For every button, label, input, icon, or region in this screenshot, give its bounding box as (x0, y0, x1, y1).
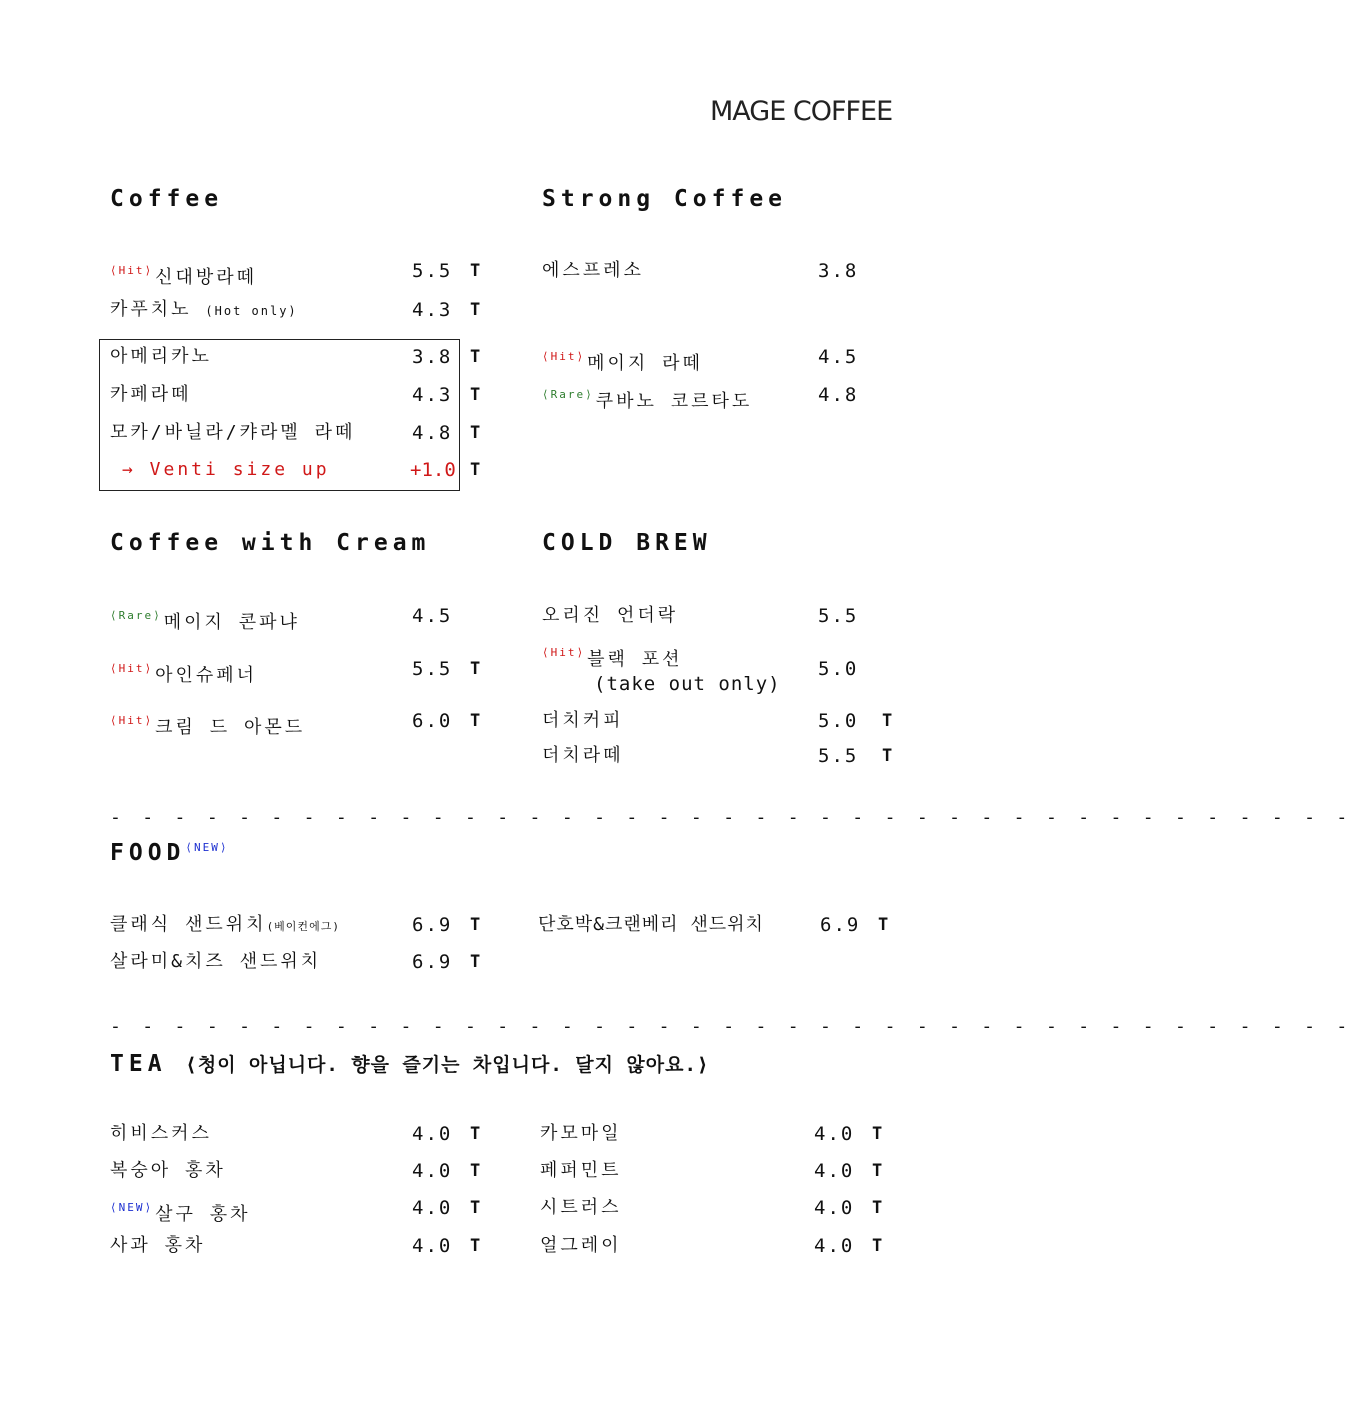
section-title-strong-coffee: Strong Coffee (542, 186, 788, 212)
menu-item-price: 4.3 (412, 384, 453, 406)
menu-item (540, 1156, 900, 1186)
menu-item (540, 1119, 900, 1149)
menu-item-price: 5.5 (818, 745, 859, 767)
menu-item-name: $^{⟨Hit⟩}$ 크림 드 아몬드 (110, 714, 306, 738)
menu-item (110, 601, 490, 631)
menu-item (110, 342, 490, 372)
menu-item-name: 복숭아 홍차 (110, 1160, 226, 1181)
section-title-tea: TEA ⟨청이 아닙니다. 향을 즐기는 차입니다. 달지 않아요.⟩ (110, 1051, 710, 1077)
menu-item-name: $^{⟨Hit⟩}$ 신대방라떼 (110, 264, 258, 288)
menu-item-name: 카푸치노 (Hot only) (110, 299, 298, 320)
menu-item-name: 카페라떼 (110, 384, 192, 405)
menu-item-name: 아메리카노 (110, 346, 212, 367)
menu-item-price: 5.5 (412, 658, 453, 680)
menu-item-note: (Hot only) (205, 304, 298, 318)
venti-price: +1.0 (410, 459, 456, 481)
menu-item-name: $^{⟨Rare⟩}$ 메이지 콘파냐 (110, 609, 300, 633)
menu-item-price: 4.0 (814, 1160, 855, 1182)
menu-item-name: $^{⟨Hit⟩}$ 메이지 라떼 (542, 350, 703, 374)
takeout-mark: T (872, 1161, 883, 1181)
section-title-food: $FOOD^{⟨NEW⟩}$ (110, 840, 229, 866)
menu-item-name: 얼그레이 (540, 1235, 622, 1256)
menu-item (110, 1231, 490, 1261)
menu-item-price: 4.0 (412, 1160, 453, 1182)
takeout-mark: T (470, 1124, 481, 1144)
takeout-mark: T (470, 347, 481, 367)
menu-item-price: 4.8 (818, 384, 859, 406)
menu-item-name: 더치커피 (542, 710, 624, 731)
section-title-cold-brew: COLD BREW (542, 530, 712, 556)
new-tag: ⟨NEW⟩ (185, 841, 229, 854)
menu-item-price: 6.0 (412, 710, 453, 732)
hit-tag: ⟨Hit⟩ (110, 662, 154, 675)
menu-item (538, 910, 898, 940)
menu-item-name: 사과 홍차 (110, 1235, 206, 1256)
menu-item-price: 3.8 (818, 260, 859, 282)
menu-item (110, 1156, 490, 1186)
takeout-mark: T (470, 1236, 481, 1256)
menu-item-price: 4.0 (814, 1197, 855, 1219)
menu-item (110, 910, 490, 940)
section-title-coffee: Coffee (110, 186, 224, 212)
menu-item (542, 706, 902, 736)
venti-upsize (110, 455, 490, 485)
menu-item-price: 4.0 (814, 1123, 855, 1145)
menu-item-name: $^{⟨Rare⟩}$ 쿠바노 코르타도 (542, 388, 753, 412)
section-divider: - - - - - - - - - - - - - - - - - - - - - - - - - - - - - - - - - - - - - - - (110, 807, 1353, 828)
menu-item-price: 4.0 (412, 1123, 453, 1145)
menu-item-price: 4.0 (814, 1235, 855, 1257)
menu-item-name: 시트러스 (540, 1197, 622, 1218)
menu-item-price: 4.3 (412, 299, 453, 321)
menu-item (110, 947, 490, 977)
menu-item-price: 5.0 (818, 710, 859, 732)
menu-item-name: 페퍼민트 (540, 1160, 622, 1181)
menu-item (110, 256, 490, 286)
menu-item-price: 4.0 (412, 1197, 453, 1219)
menu-item-price: 4.0 (412, 1235, 453, 1257)
menu-item-name: 카모마일 (540, 1123, 622, 1144)
menu-item-price: 6.9 (412, 914, 453, 936)
menu-item-price: 5.5 (818, 605, 859, 627)
menu-item-note: (베이컨에그) (266, 920, 340, 933)
menu-item (540, 1231, 900, 1261)
takeout-mark: T (872, 1124, 883, 1144)
rare-tag: ⟨Rare⟩ (110, 609, 162, 622)
takeout-mark: T (470, 423, 481, 443)
menu-item (542, 741, 902, 771)
menu-item-price: 6.9 (412, 951, 453, 973)
menu-item-name: 모카/바닐라/캬라멜 라떼 (110, 422, 356, 443)
takeout-mark: T (882, 746, 893, 766)
new-tag: ⟨NEW⟩ (110, 1201, 154, 1214)
menu-item (540, 1193, 900, 1223)
hit-tag: ⟨Hit⟩ (110, 264, 154, 277)
menu-item (110, 295, 490, 325)
takeout-mark: T (470, 659, 481, 679)
menu-item-price: 4.8 (412, 422, 453, 444)
section-title-coffee-with-cream: Coffee with Cream (110, 530, 431, 556)
menu-item-price: 5.0 (818, 658, 859, 680)
takeout-mark: T (470, 385, 481, 405)
takeout-mark: T (470, 261, 481, 281)
menu-item-name: 오리진 언더락 (542, 605, 679, 626)
menu-item (110, 418, 490, 448)
takeout-mark: T (470, 915, 481, 935)
menu-item-price: 4.5 (818, 346, 859, 368)
takeout-mark: T (470, 952, 481, 972)
menu-item-name: 더치라떼 (542, 745, 624, 766)
hit-tag: ⟨Hit⟩ (542, 646, 586, 659)
takeout-mark: T (878, 915, 889, 935)
takeout-mark: T (470, 300, 481, 320)
takeout-mark: T (470, 711, 481, 731)
menu-item-name: 단호박&크랜베리 샌드위치 (538, 914, 764, 935)
takeout-mark: T (470, 460, 481, 480)
menu-item (110, 380, 490, 410)
menu-item-name: $^{⟨Hit⟩}$ 아인슈페너 (110, 662, 258, 686)
takeout-mark: T (470, 1161, 481, 1181)
menu-item-price: 6.9 (820, 914, 861, 936)
menu-item (110, 1119, 490, 1149)
section-divider: - - - - - - - - - - - - - - - - - - - - - - - - - - - - - - - - - - - - - - - (110, 1016, 1353, 1037)
menu-item-price-row (542, 654, 902, 684)
takeout-mark: T (882, 711, 893, 731)
menu-item (542, 342, 882, 372)
takeout-mark: T (872, 1236, 883, 1256)
menu-item (110, 654, 490, 684)
menu-item (110, 706, 490, 736)
tea-subtitle: ⟨청이 아닙니다. 향을 즐기는 차입니다. 달지 않아요.⟩ (185, 1054, 710, 1076)
takeout-mark: T (470, 1198, 481, 1218)
menu-item-price: 5.5 (412, 260, 453, 282)
menu-item-name: $^{⟨NEW⟩}$ 살구 홍차 (110, 1201, 251, 1225)
takeout-mark: T (872, 1198, 883, 1218)
brand-logo: MAGE COFFEE (710, 96, 893, 127)
hit-tag: ⟨Hit⟩ (542, 350, 586, 363)
menu-item (110, 1193, 490, 1223)
menu-item-name: 살라미&치즈 샌드위치 (110, 951, 322, 972)
menu-item (542, 601, 902, 631)
hit-tag: ⟨Hit⟩ (110, 714, 154, 727)
menu-item-name: 클래식 샌드위치(베이컨에그) (110, 914, 340, 935)
menu-item (542, 256, 882, 286)
menu-item-name: 히비스커스 (110, 1123, 212, 1144)
menu-item-name: 에스프레소 (542, 260, 644, 281)
rare-tag: ⟨Rare⟩ (542, 388, 594, 401)
menu-item-note: (take out only) (594, 673, 781, 695)
menu-item-name: $^{⟨Hit⟩}$ 블랙 포션 (542, 646, 683, 670)
venti-label: → Venti size up (122, 459, 330, 480)
menu-item-price: 4.5 (412, 605, 453, 627)
menu-item-price: 3.8 (412, 346, 453, 368)
menu-item (542, 380, 882, 410)
